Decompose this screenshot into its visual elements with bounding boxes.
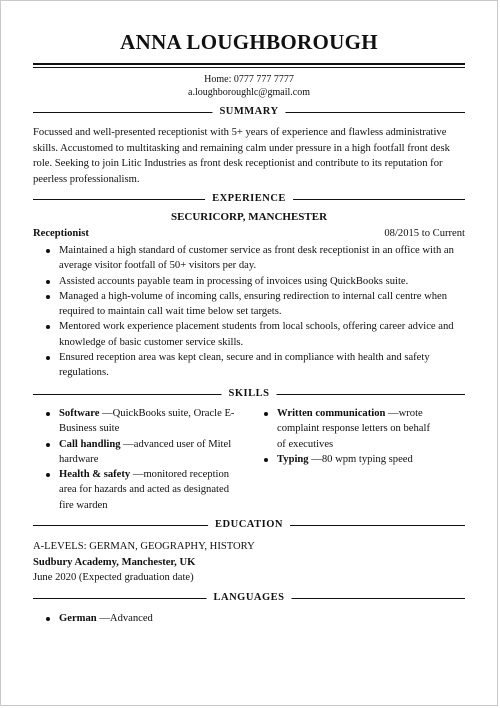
education-school: Sudbury Academy, Manchester, UK	[33, 556, 196, 568]
section-skills	[33, 387, 465, 401]
skills-right-list	[251, 406, 441, 467]
bullet-icon	[46, 473, 50, 477]
list-item: Managed a high-volume of incoming calls, ensuring redirection to internal call centre when required to maintain call wait time below set targets.	[33, 289, 465, 320]
skill-item	[251, 452, 441, 467]
section-title: SUMMARY	[212, 105, 285, 119]
skills-left-list	[33, 406, 245, 513]
job-dates: 08/2015 to Current	[384, 228, 465, 239]
skill-name: Health & safety	[59, 469, 131, 481]
skill-name: Written communication	[277, 408, 386, 419]
bullet-icon	[46, 295, 50, 299]
contact-email: a.loughboroughlc@gmail.com	[188, 87, 310, 98]
skill-item	[33, 467, 245, 513]
candidate-name: ANNA LOUGHBOROUGH	[120, 30, 378, 54]
skill-name: Software	[59, 408, 100, 419]
bullet-icon	[264, 458, 268, 462]
company-name: SECURICORP, MANCHESTER	[170, 211, 328, 223]
skill-desc: —QuickBooks suite, Oracle E-Business suite	[59, 408, 235, 435]
skill-item	[33, 437, 245, 468]
skill-desc: —80 wpm typing speed	[308, 453, 413, 465]
languages-list	[33, 611, 193, 626]
section-title: EXPERIENCE	[205, 192, 293, 206]
section-title: SKILLS	[222, 387, 277, 401]
contact-phone: Home: 0777 777 7777	[204, 74, 294, 85]
education-block	[33, 539, 465, 586]
skill-desc: —monitored reception area for hazards and acted as designated fire warden	[59, 469, 230, 511]
skill-item	[33, 406, 245, 437]
section-languages	[33, 591, 465, 605]
list-item: Mentored work experience placement students from local schools, offering career advice and knowledge of basic customer service skills.	[33, 319, 465, 350]
skill-item	[251, 406, 441, 452]
education-date: June 2020 (Expected graduation date)	[33, 572, 194, 583]
bullet-icon	[46, 249, 50, 253]
language-name: German	[59, 613, 97, 624]
bullet-icon	[264, 412, 268, 416]
list-item: Ensured reception area was kept clean, secure and in compliance with health and safety regulations.	[33, 350, 465, 381]
experience-bullets	[33, 243, 465, 381]
skill-name: Typing	[277, 453, 309, 465]
section-education	[33, 518, 465, 532]
header-divider-thin	[33, 67, 465, 68]
bullet-icon	[46, 617, 50, 621]
section-title: EDUCATION	[208, 518, 290, 532]
section-title: LANGUAGES	[206, 591, 291, 605]
language-item	[33, 611, 193, 626]
list-item: Maintained a high standard of customer service as front desk receptionist in an office with an average visitor footfall of 50+ visitors per day.	[33, 243, 465, 274]
skill-desc: —wrote complaint response letters on behalf of executives	[277, 408, 430, 450]
bullet-icon	[46, 356, 50, 360]
bullet-icon	[46, 325, 50, 329]
summary-text: Focussed and well-presented receptionist with 5+ years of experience and flawless administrative skills. Accustomed to multitasking and remaining calm under pressure in a high footfall front desk role. Seeking to join Litic Industries as front desk receptionist and contribute to its reputation for peerless professionalism.	[33, 127, 450, 186]
job-row	[33, 228, 465, 239]
bullet-icon	[46, 412, 50, 416]
bullet-icon	[46, 443, 50, 447]
bullet-icon	[46, 280, 50, 284]
education-qualification: A-LEVELS: GERMAN, GEOGRAPHY, HISTORY	[33, 541, 255, 552]
skill-desc: —advanced user of Mitel hardware	[59, 438, 232, 465]
section-experience	[33, 192, 465, 206]
list-item: Assisted accounts payable team in processing of invoices using QuickBooks suite.	[33, 274, 465, 289]
job-title: Receptionist	[33, 228, 89, 239]
section-summary	[33, 105, 465, 119]
header-divider	[33, 63, 465, 65]
skill-name: Call handling	[59, 438, 121, 450]
language-level: —Advanced	[96, 613, 153, 624]
